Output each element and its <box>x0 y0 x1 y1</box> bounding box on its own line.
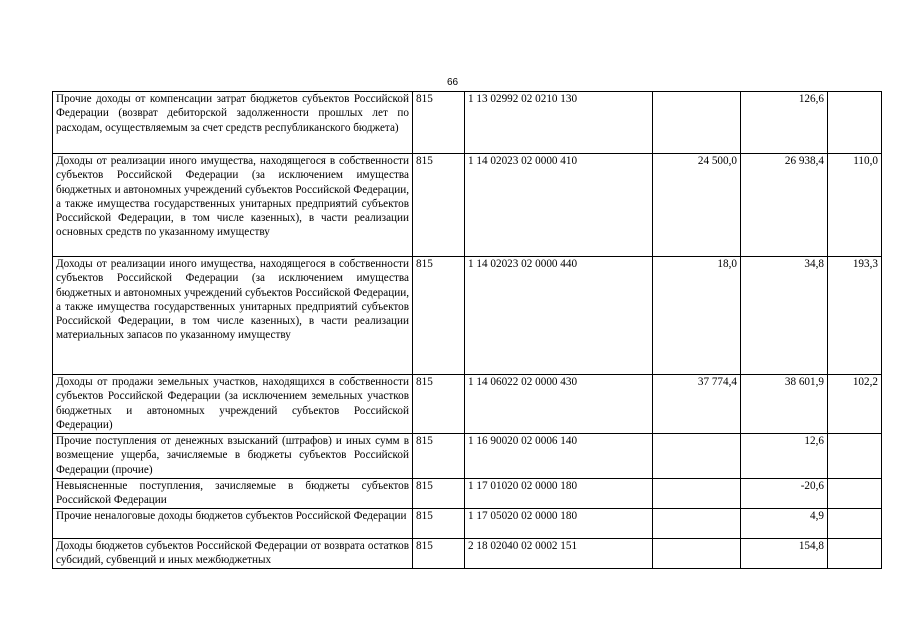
row-admin-code: 815 <box>413 539 465 569</box>
row-description: Доходы от реализации иного имущества, находящегося в собственности субъектов Российской Федерации (за исключением имущества бюджетных и автономных учреждений субъектов Российской Федерации, а также имущества государственных унитарных предприятий субъектов Российской Федерации, в том числе казенных), в части реализации материальных запасов по указанному имуществу <box>53 257 413 375</box>
row-actual: 154,8 <box>741 539 828 569</box>
row-plan <box>653 509 741 539</box>
table-row <box>53 434 882 479</box>
row-admin-code: 815 <box>413 92 465 154</box>
row-percent <box>828 509 882 539</box>
row-percent <box>828 539 882 569</box>
row-admin-code: 815 <box>413 479 465 509</box>
row-plan <box>653 434 741 479</box>
row-description: Невыясненные поступления, зачисляемые в бюджеты субъектов Российской Федерации <box>53 479 413 509</box>
table-row <box>53 375 882 434</box>
row-budget-code: 1 17 01020 02 0000 180 <box>465 479 653 509</box>
row-admin-code: 815 <box>413 375 465 434</box>
table-row <box>53 479 882 509</box>
row-percent: 110,0 <box>828 154 882 257</box>
row-description: Прочие доходы от компенсации затрат бюджетов субъектов Российской Федерации (возврат дебиторской задолженности прошлых лет по расходам, осуществляемым за счет средств республиканского бюджета) <box>53 92 413 154</box>
row-budget-code: 1 16 90020 02 0006 140 <box>465 434 653 479</box>
row-budget-code: 1 14 06022 02 0000 430 <box>465 375 653 434</box>
row-plan: 37 774,4 <box>653 375 741 434</box>
row-description: Прочие поступления от денежных взысканий (штрафов) и иных сумм в возмещение ущерба, зачисляемые в бюджеты субъектов Российской Федерации (прочие) <box>53 434 413 479</box>
row-plan <box>653 539 741 569</box>
row-plan <box>653 479 741 509</box>
table-row <box>53 539 882 569</box>
table-row <box>53 92 882 154</box>
row-admin-code: 815 <box>413 154 465 257</box>
row-budget-code: 1 17 05020 02 0000 180 <box>465 509 653 539</box>
row-admin-code: 815 <box>413 434 465 479</box>
row-actual: -20,6 <box>741 479 828 509</box>
row-admin-code: 815 <box>413 509 465 539</box>
row-percent: 102,2 <box>828 375 882 434</box>
row-percent <box>828 434 882 479</box>
row-plan: 24 500,0 <box>653 154 741 257</box>
row-description: Доходы бюджетов субъектов Российской Федерации от возврата остатков субсидий, субвенций и иных межбюджетных <box>53 539 413 569</box>
row-actual: 126,6 <box>741 92 828 154</box>
table-row <box>53 509 882 539</box>
row-actual: 34,8 <box>741 257 828 375</box>
table-row <box>53 257 882 375</box>
row-percent <box>828 92 882 154</box>
row-actual: 12,6 <box>741 434 828 479</box>
row-admin-code: 815 <box>413 257 465 375</box>
table-row <box>53 154 882 257</box>
row-budget-code: 1 14 02023 02 0000 410 <box>465 154 653 257</box>
page-number: 66 <box>446 77 459 88</box>
row-description: Доходы от продажи земельных участков, находящихся в собственности субъектов Российской Федерации (за исключением земельных участков бюджетных и автономных учреждений субъектов Российской Федерации) <box>53 375 413 434</box>
row-budget-code: 2 18 02040 02 0002 151 <box>465 539 653 569</box>
revenue-table <box>52 91 882 569</box>
row-percent: 193,3 <box>828 257 882 375</box>
row-actual: 38 601,9 <box>741 375 828 434</box>
row-percent <box>828 479 882 509</box>
row-plan <box>653 92 741 154</box>
row-actual: 26 938,4 <box>741 154 828 257</box>
row-actual: 4,9 <box>741 509 828 539</box>
row-description: Доходы от реализации иного имущества, находящегося в собственности субъектов Российской Федерации (за исключением имущества бюджетных и автономных учреждений субъектов Российской Федерации, а также имущества государственных унитарных предприятий субъектов Российской Федерации, в том числе казенных), в части реализации основных средств по указанному имуществу <box>53 154 413 257</box>
row-plan: 18,0 <box>653 257 741 375</box>
row-budget-code: 1 13 02992 02 0210 130 <box>465 92 653 154</box>
row-budget-code: 1 14 02023 02 0000 440 <box>465 257 653 375</box>
row-description: Прочие неналоговые доходы бюджетов субъектов Российской Федерации <box>53 509 413 539</box>
